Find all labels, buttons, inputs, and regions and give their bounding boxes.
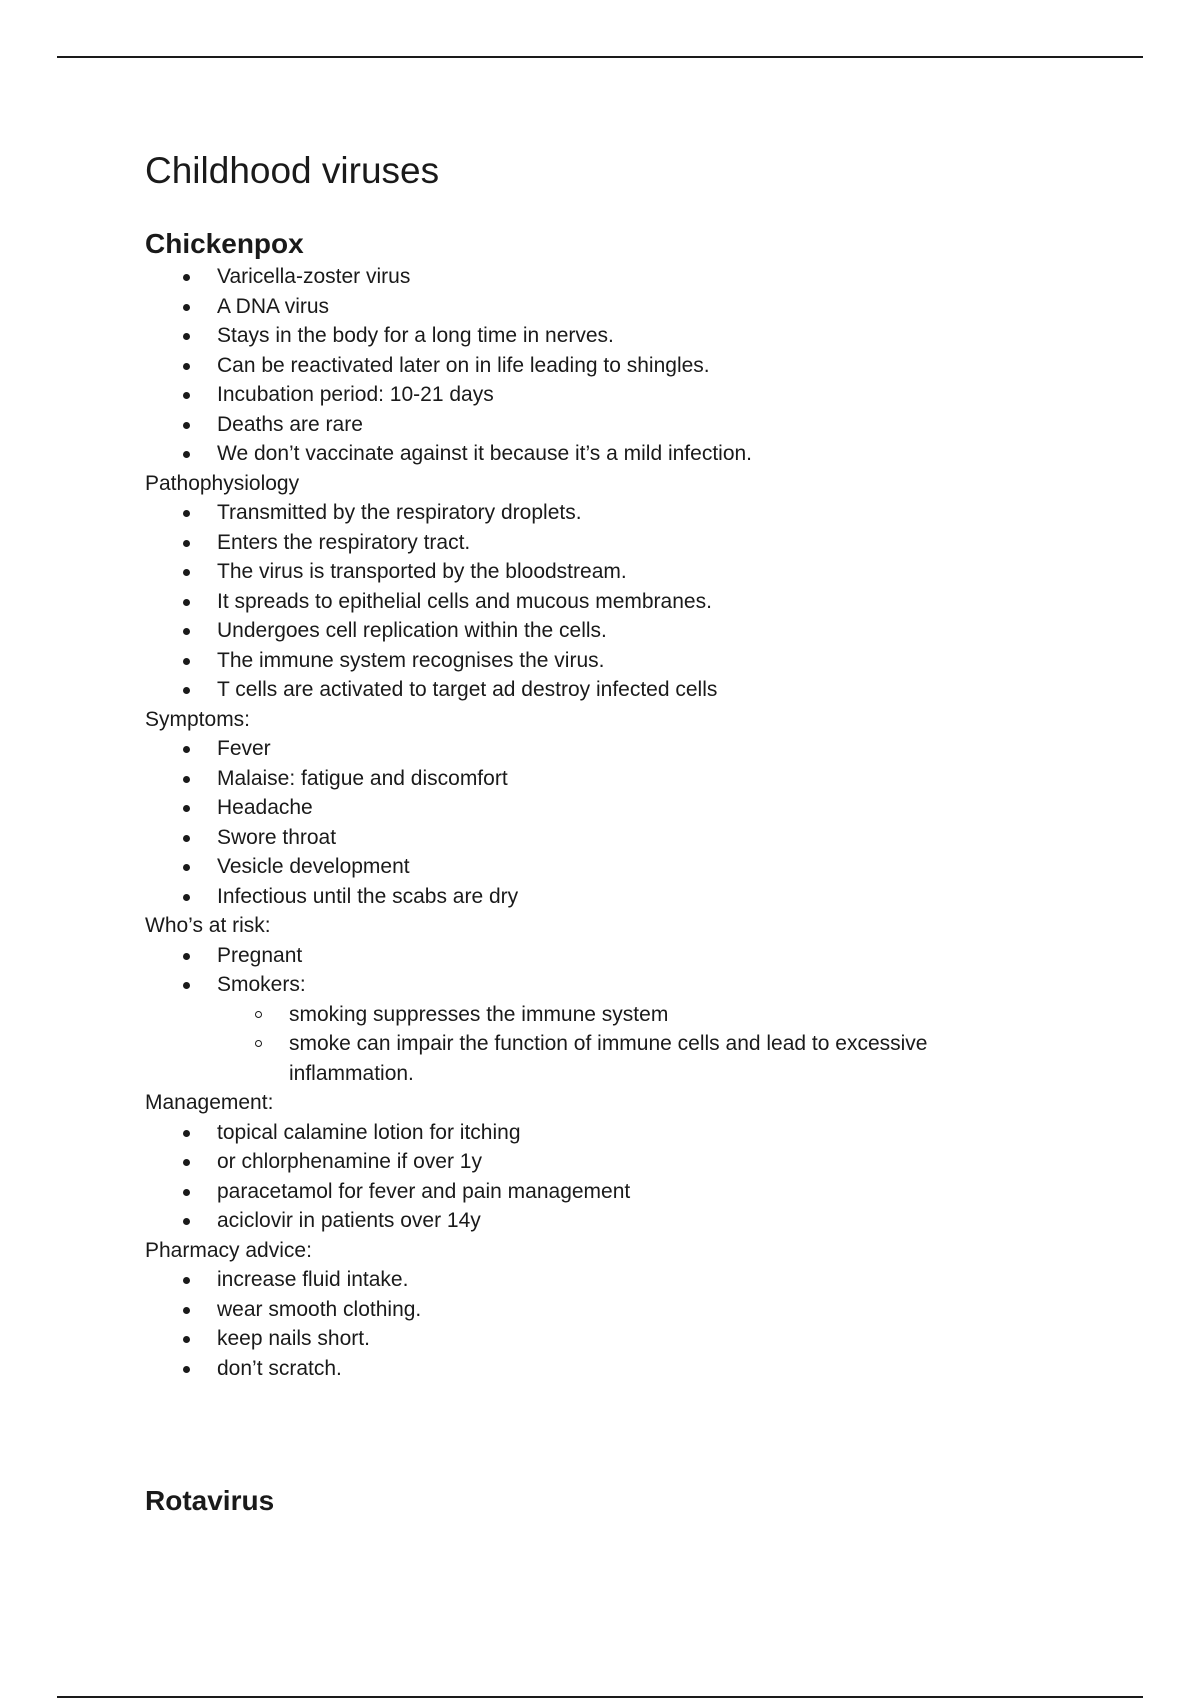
bullet-icon xyxy=(183,864,190,871)
pharmacy-advice-list xyxy=(145,1265,1105,1383)
list-item: increase fluid intake. xyxy=(145,1265,1105,1295)
list-item: Varicella-zoster virus xyxy=(145,262,1105,292)
bullet-icon xyxy=(183,835,190,842)
list-item: or chlorphenamine if over 1y xyxy=(145,1147,1105,1177)
bullet-icon xyxy=(183,599,190,606)
smokers-sub-list xyxy=(217,1000,1105,1089)
bullet-icon xyxy=(183,982,190,989)
bullet-icon xyxy=(183,1130,190,1137)
bullet-icon xyxy=(183,274,190,281)
list-item: The immune system recognises the virus. xyxy=(145,646,1105,676)
document-body xyxy=(145,145,1105,1519)
circle-bullet-icon xyxy=(255,1040,262,1047)
bullet-icon xyxy=(183,894,190,901)
list-item: paracetamol for fever and pain management xyxy=(145,1177,1105,1207)
bullet-icon xyxy=(183,1277,190,1284)
section-heading-rotavirus: Rotavirus xyxy=(145,1485,275,1516)
list-item: Malaise: fatigue and discomfort xyxy=(145,764,1105,794)
list-item: Stays in the body for a long time in nerves. xyxy=(145,321,1105,351)
chickenpox-intro-list xyxy=(145,262,1105,469)
management-list xyxy=(145,1118,1105,1236)
list-item: Smokers: smoking suppresses the immune system smoke can impair the function of immune cells and lead to excessive inflammation. xyxy=(145,970,1105,1088)
bullet-icon xyxy=(183,540,190,547)
bullet-icon xyxy=(183,1307,190,1314)
bullet-icon xyxy=(183,510,190,517)
bullet-icon xyxy=(183,628,190,635)
symptoms-list xyxy=(145,734,1105,911)
list-item: Undergoes cell replication within the cells. xyxy=(145,616,1105,646)
list-item: Transmitted by the respiratory droplets. xyxy=(145,498,1105,528)
bullet-icon xyxy=(183,805,190,812)
bullet-icon xyxy=(183,658,190,665)
pathophysiology-list xyxy=(145,498,1105,705)
list-item: aciclovir in patients over 14y xyxy=(145,1206,1105,1236)
list-item: We don’t vaccinate against it because it’s a mild infection. xyxy=(145,439,1105,469)
list-item: The virus is transported by the bloodstream. xyxy=(145,557,1105,587)
bullet-icon xyxy=(183,1159,190,1166)
list-item: topical calamine lotion for itching xyxy=(145,1118,1105,1148)
bullet-icon xyxy=(183,363,190,370)
list-item: Headache xyxy=(145,793,1105,823)
list-item: Pregnant xyxy=(145,941,1105,971)
pathophysiology-label: Pathophysiology xyxy=(145,471,300,495)
bullet-icon xyxy=(183,746,190,753)
symptoms-label: Symptoms: xyxy=(145,707,251,731)
bullet-icon xyxy=(183,776,190,783)
circle-bullet-icon xyxy=(255,1011,262,1018)
bullet-icon xyxy=(183,392,190,399)
risk-label: Who’s at risk: xyxy=(145,914,271,937)
bullet-icon xyxy=(183,953,190,960)
list-item: A DNA virus xyxy=(145,292,1105,322)
list-item: It spreads to epithelial cells and mucous membranes. xyxy=(145,587,1105,617)
list-item: Infectious until the scabs are dry xyxy=(145,882,1105,912)
bullet-icon xyxy=(183,422,190,429)
list-item: keep nails short. xyxy=(145,1324,1105,1354)
list-item: don’t scratch. xyxy=(145,1354,1105,1384)
list-item: Can be reactivated later on in life leading to shingles. xyxy=(145,351,1105,381)
list-item: Vesicle development xyxy=(145,852,1105,882)
section-heading-chickenpox: Chickenpox xyxy=(145,228,304,259)
list-item: Swore throat xyxy=(145,823,1105,853)
list-item: Enters the respiratory tract. xyxy=(145,528,1105,558)
bullet-icon xyxy=(183,569,190,576)
bullet-icon xyxy=(183,304,190,311)
risk-list xyxy=(145,941,1105,1089)
pharmacy-advice-label: Pharmacy advice: xyxy=(145,1238,312,1262)
document-title: Childhood viruses xyxy=(145,150,440,191)
sub-list-item: smoke can impair the function of immune cells and lead to excessive inflammation. xyxy=(217,1029,1009,1088)
header-rule xyxy=(57,56,1143,58)
bullet-icon xyxy=(183,451,190,458)
list-item: Deaths are rare xyxy=(145,410,1105,440)
management-label: Management: xyxy=(145,1091,274,1114)
bullet-icon xyxy=(183,333,190,340)
bullet-icon xyxy=(183,1366,190,1373)
bullet-icon xyxy=(183,1189,190,1196)
list-item: Incubation period: 10-21 days xyxy=(145,380,1105,410)
footer-rule xyxy=(57,1696,1143,1698)
list-item: T cells are activated to target ad destroy infected cells xyxy=(145,675,1105,705)
list-item: Fever xyxy=(145,734,1105,764)
bullet-icon xyxy=(183,1336,190,1343)
bullet-icon xyxy=(183,1218,190,1225)
bullet-icon xyxy=(183,687,190,694)
list-item: wear smooth clothing. xyxy=(145,1295,1105,1325)
sub-list-item: smoking suppresses the immune system xyxy=(217,1000,1009,1030)
